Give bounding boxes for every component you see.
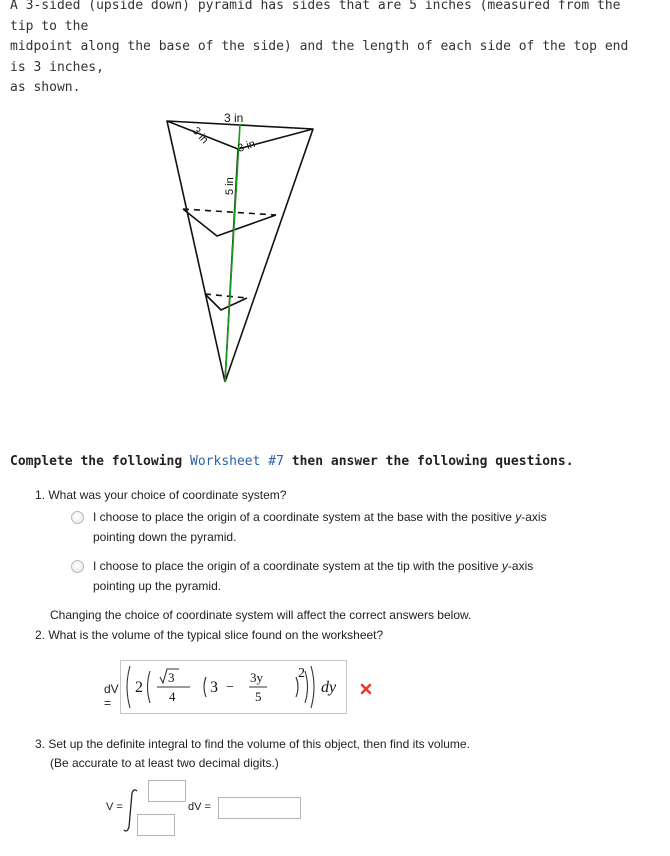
integrand-input[interactable] bbox=[218, 797, 301, 819]
slice-volume-input[interactable] bbox=[120, 660, 347, 714]
problem-statement bbox=[10, 0, 650, 99]
lower-limit-input[interactable] bbox=[137, 814, 175, 836]
fraction-denominator: 5 bbox=[255, 689, 262, 704]
option-tip-text-a: I choose to place the origin of a coordinate system at the tip with the positive bbox=[93, 559, 499, 573]
section-heading bbox=[10, 454, 574, 469]
pyramid-figure bbox=[150, 100, 330, 390]
label-slant-height: 5 in bbox=[224, 177, 236, 195]
exponent: 2 bbox=[298, 666, 305, 681]
question-3: 3. Set up the definite integral to find the volume of this object, then find its volume. bbox=[35, 737, 470, 751]
intro-line-2: midpoint along the base of the side) and the length of each side of the top end is 3 inches, bbox=[10, 39, 629, 75]
dv-integral-label: dV = bbox=[188, 801, 211, 813]
intro-line-1: A 3-sided (upside down) pyramid has sides that are 5 inches (measured from the tip to the bbox=[10, 0, 621, 34]
pyramid-left-edge bbox=[167, 121, 225, 382]
upper-slice-front bbox=[183, 209, 276, 236]
upper-slice-back bbox=[183, 209, 276, 215]
question-3-note: (Be accurate to at least two decimal digits.) bbox=[50, 756, 279, 770]
worksheet-link[interactable]: Worksheet #7 bbox=[190, 454, 284, 469]
incorrect-x-icon bbox=[360, 683, 372, 695]
option-base-text-a: I choose to place the origin of a coordinate system at the base with the positive bbox=[93, 510, 512, 524]
v-label: V = bbox=[106, 801, 123, 813]
differential-dy: dy bbox=[321, 679, 337, 696]
sqrt-radicand: 3 bbox=[168, 670, 175, 685]
minus-sign: − bbox=[226, 680, 234, 695]
constant-three: 3 bbox=[210, 679, 218, 696]
outer-paren-left bbox=[127, 666, 130, 708]
coordinate-note: Changing the choice of coordinate system will affect the correct answers below. bbox=[50, 608, 472, 622]
lower-slice-front bbox=[205, 294, 247, 310]
option-base-var: y bbox=[515, 510, 522, 524]
outer-paren-right bbox=[311, 666, 314, 708]
dv-label: dV = bbox=[104, 682, 119, 710]
fraction-numerator: 3y bbox=[250, 670, 263, 685]
upper-limit-input[interactable] bbox=[148, 780, 186, 802]
question-2: 2. What is the volume of the typical slice found on the worksheet? bbox=[35, 628, 384, 642]
heading-before: Complete the following bbox=[10, 454, 183, 469]
option-base-line2: pointing down the pyramid. bbox=[93, 529, 237, 544]
label-left-side: 3 in bbox=[189, 124, 211, 147]
sqrt-denominator: 4 bbox=[169, 689, 176, 704]
lower-slice-back bbox=[205, 294, 247, 298]
heading-after: then answer the following questions. bbox=[291, 454, 574, 469]
intro-line-3: as shown. bbox=[10, 80, 81, 95]
paren-2-right bbox=[305, 671, 308, 703]
radio-option-base[interactable] bbox=[71, 511, 84, 524]
option-tip-text-b: -axis bbox=[507, 559, 534, 573]
slice-volume-expression bbox=[121, 661, 346, 713]
label-right-side: 3 in bbox=[236, 137, 257, 155]
label-top-side: 3 in bbox=[224, 111, 244, 125]
option-base-text-b: -axis bbox=[521, 510, 547, 524]
question-1: 1. What was your choice of coordinate system? bbox=[35, 488, 287, 502]
coefficient-two: 2 bbox=[135, 679, 143, 696]
option-base-label[interactable] bbox=[93, 508, 547, 547]
radio-option-tip[interactable] bbox=[71, 560, 84, 573]
paren-3-left bbox=[204, 677, 206, 697]
option-tip-line2: pointing up the pyramid. bbox=[93, 578, 222, 593]
paren-2-left bbox=[148, 671, 151, 703]
option-tip-var: y bbox=[501, 559, 508, 573]
option-tip-label[interactable] bbox=[93, 557, 533, 596]
